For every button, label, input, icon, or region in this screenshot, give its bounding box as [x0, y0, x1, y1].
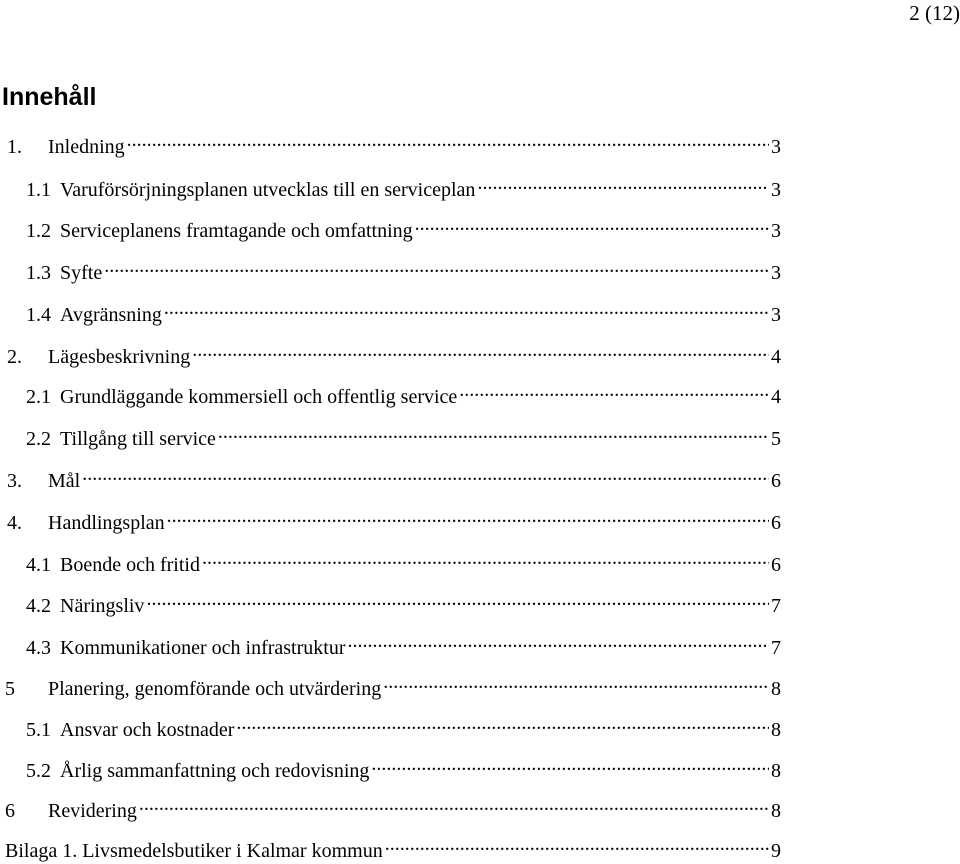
- toc-entry[interactable]: [0, 127, 781, 158]
- toc-entry-title: Tillgång till service: [60, 428, 216, 450]
- toc-entry-title: Årlig sammanfattning och redovisning: [60, 760, 370, 782]
- toc-entry-page: 8: [771, 800, 781, 822]
- toc-entry-title: Lägesbeskrivning: [48, 346, 191, 368]
- toc-entry-title: Näringsliv: [60, 595, 145, 617]
- toc-entry-page: 8: [771, 678, 781, 700]
- toc-entry[interactable]: [0, 295, 781, 326]
- toc-entry[interactable]: [0, 211, 781, 242]
- toc-entry[interactable]: [0, 545, 781, 576]
- toc-entry-number: 4.3: [26, 637, 51, 659]
- toc-entry-title: Syfte: [60, 262, 103, 284]
- toc-dot-leader: [348, 628, 770, 654]
- toc-entry[interactable]: [0, 419, 781, 450]
- toc-entry[interactable]: [0, 710, 781, 741]
- toc-entry-page: 6: [771, 470, 781, 492]
- page-number: 2 (12): [909, 1, 960, 25]
- toc-entry-page: 3: [771, 304, 781, 326]
- toc-entry-page: 8: [771, 760, 781, 782]
- toc-entry[interactable]: [0, 791, 781, 822]
- toc-entry-title: Planering, genomförande och utvärdering: [48, 678, 382, 700]
- toc-entry-number: 4.1: [26, 554, 51, 576]
- toc-entry-page: 7: [771, 595, 781, 617]
- toc-entry-number: 3.: [7, 470, 22, 492]
- toc-entry[interactable]: [0, 253, 781, 284]
- toc-entry-number: 5: [5, 678, 15, 700]
- toc-entry-page: 9: [771, 840, 781, 862]
- toc-entry-page: 6: [771, 512, 781, 534]
- toc-dot-leader: [236, 710, 769, 736]
- toc-entry-number: 6: [5, 800, 15, 822]
- toc-entry-title: Revidering: [48, 800, 137, 822]
- toc-dot-leader: [459, 377, 769, 403]
- toc-entry-title: Serviceplanens framtagande och omfattning: [60, 220, 413, 242]
- toc-entry-page: 3: [771, 262, 781, 284]
- toc-entry[interactable]: [0, 751, 781, 782]
- toc-dot-leader: [164, 295, 769, 321]
- toc-entry[interactable]: [0, 628, 781, 659]
- toc-dot-leader: [218, 419, 769, 445]
- toc-dot-leader: [371, 751, 769, 777]
- toc-entry-number: 1.2: [26, 220, 51, 242]
- toc-dot-leader: [383, 669, 769, 695]
- toc-entry[interactable]: [0, 170, 781, 201]
- toc-dot-leader: [127, 127, 769, 153]
- toc-dot-leader: [415, 211, 769, 237]
- toc-entry[interactable]: [0, 503, 781, 534]
- toc-dot-leader: [104, 253, 769, 279]
- toc-entry-title: Bilaga 1. Livsmedelsbutiker i Kalmar kommun: [5, 840, 383, 862]
- toc-entry-title: Avgränsning: [60, 304, 162, 326]
- toc-entry-number: 2.2: [26, 428, 51, 450]
- toc-entry-page: 3: [771, 179, 781, 201]
- toc-entry-number: 1.1: [26, 179, 51, 201]
- toc-entry-title: Kommunikationer och infrastruktur: [60, 637, 346, 659]
- toc-entry[interactable]: [0, 337, 781, 368]
- toc-entry-page: 7: [771, 637, 781, 659]
- toc-entry-title: Varuförsörjningsplanen utvecklas till en serviceplan: [60, 179, 476, 201]
- toc-entry-title: Ansvar och kostnader: [60, 719, 235, 741]
- toc-dot-leader: [202, 545, 769, 571]
- toc-entry-title: Mål: [48, 470, 81, 492]
- toc-entry-number: 1.3: [26, 262, 51, 284]
- toc-entry-title: Inledning: [48, 136, 125, 158]
- toc-dot-leader: [82, 461, 769, 487]
- toc-dot-leader: [192, 337, 769, 363]
- toc-entry-title: Grundläggande kommersiell och offentlig service: [60, 386, 458, 408]
- toc-entry-page: 4: [771, 386, 781, 408]
- toc-entry[interactable]: [0, 377, 781, 408]
- toc-entry[interactable]: [0, 831, 781, 862]
- toc-entry-number: 5.1: [26, 719, 51, 741]
- toc-entry[interactable]: [0, 461, 781, 492]
- toc-entry[interactable]: [0, 586, 781, 617]
- toc-entry-number: 4.: [7, 512, 22, 534]
- toc-entry-number: 1.: [7, 136, 22, 158]
- toc-entry-page: 6: [771, 554, 781, 576]
- toc-entry-page: 3: [771, 220, 781, 242]
- toc-entry-page: 3: [771, 136, 781, 158]
- toc-entry-title: Boende och fritid: [60, 554, 200, 576]
- toc-dot-leader: [167, 503, 769, 529]
- toc-entry-number: 2.: [7, 346, 22, 368]
- toc-entry-page: 5: [771, 428, 781, 450]
- toc-entry-title: Handlingsplan: [48, 512, 165, 534]
- toc-entry-number: 5.2: [26, 760, 51, 782]
- toc-entry-number: 4.2: [26, 595, 51, 617]
- toc-dot-leader: [385, 831, 769, 857]
- toc-entry[interactable]: [0, 669, 781, 700]
- toc-entry-page: 4: [771, 346, 781, 368]
- toc-dot-leader: [477, 170, 769, 196]
- toc-dot-leader: [146, 586, 769, 612]
- toc-dot-leader: [139, 791, 769, 817]
- toc-entry-page: 8: [771, 719, 781, 741]
- toc-entry-number: 2.1: [26, 386, 51, 408]
- toc-entry-number: 1.4: [26, 304, 51, 326]
- toc-title: Innehåll: [2, 83, 97, 111]
